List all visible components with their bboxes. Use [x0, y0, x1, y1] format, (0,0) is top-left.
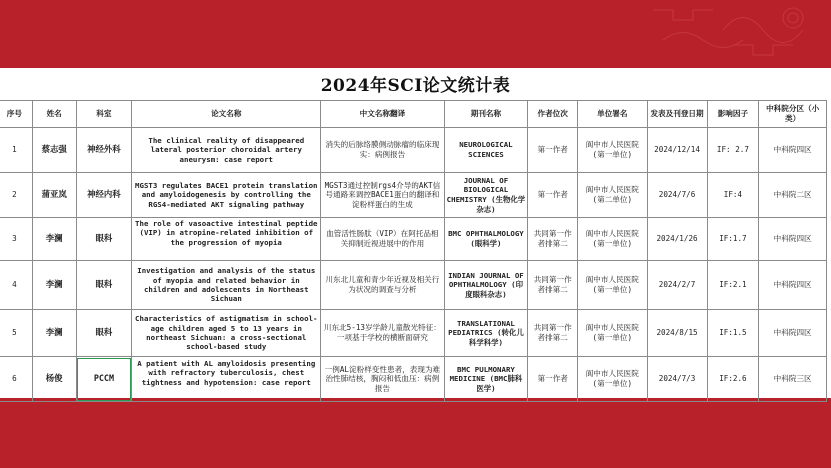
cell-author: 共同第一作者排第二 [528, 261, 578, 310]
table-row [0, 218, 827, 261]
cell-title: The clinical reality of disappeared lateral posterior choroidal artery aneurysm: case report [132, 128, 321, 173]
cell-unit: 阆中市人民医院(第一单位) [578, 357, 648, 402]
cell-journal: BMC OPHTHALMOLOGY (眼科学) [444, 218, 528, 261]
cell-cn-title: 川东北5-13岁学龄儿童散光特征：一项基于学校的横断面研究 [321, 310, 444, 357]
cell-title: MGST3 regulates BACE1 protein translation and amyloidogenesis by controlling the RGS4-mediated AKT signaling pathway [132, 173, 321, 218]
cell-unit: 阆中市人民医院(第一单位) [578, 218, 648, 261]
cell-zone: 中科院四区 [759, 218, 827, 261]
cell-unit: 阆中市人民医院(第二单位) [578, 173, 648, 218]
cell-if: IF: 2.7 [707, 128, 759, 173]
header-cell-title: 论文名称 [132, 101, 321, 128]
cell-unit: 阆中市人民医院(第一单位) [578, 310, 648, 357]
cell-date: 2024/8/15 [647, 310, 707, 357]
cell-author: 第一作者 [528, 128, 578, 173]
cell-journal: JOURNAL OF BIOLOGICAL CHEMISTRY (生物化学杂志) [444, 173, 528, 218]
table-row [0, 173, 827, 218]
cell-dept-selected[interactable]: PCCM [76, 357, 132, 402]
header-cell-if: 影响因子 [707, 101, 759, 128]
header-cell-name: 姓名 [32, 101, 76, 128]
cell-name: 李澜 [32, 261, 76, 310]
cell-title [132, 357, 321, 402]
cell-title-text: The role of vasoactive intestinal peptide (VIP) in atropine-related inhibition of the progression of myopia [135, 219, 318, 247]
cell-date: 2024/7/6 [647, 173, 707, 218]
header-cell-unit: 单位署名 [578, 101, 648, 128]
cell-dept: 神经外科 [76, 128, 132, 173]
header-cell-zone: 中科院分区（小类） [759, 101, 827, 128]
cell-if: IF:4 [707, 173, 759, 218]
decorative-pattern [643, 0, 823, 62]
cell-zone: 中科院四区 [759, 128, 827, 173]
cell-if: IF:1.5 [707, 310, 759, 357]
cell-journal: INDIAN JOURNAL OF OPHTHALMOLOGY (印度眼科杂志) [444, 261, 528, 310]
cell-date: 2024/7/3 [647, 357, 707, 402]
cell-zone: 中科院四区 [759, 261, 827, 310]
cell-author: 第一作者 [528, 357, 578, 402]
cell-cn-title: MGST3通过控制rgs4介导的AKT信号通路来调控BACE1蛋白的翻译和淀粉样蛋白的生成 [321, 173, 444, 218]
cell-if: IF:2.1 [707, 261, 759, 310]
cell-author: 共同第一作者排第二 [528, 218, 578, 261]
cell-title: Investigation and analysis of the status of myopia and related behavior in children and adolescents in Northeast Sichuan [132, 261, 321, 310]
sci-papers-table [0, 100, 827, 402]
cell-title [132, 218, 321, 261]
table-row [0, 357, 827, 402]
cell-no: 6 [0, 357, 32, 402]
cell-date: 2024/1/26 [647, 218, 707, 261]
cell-name: 李澜 [32, 218, 76, 261]
cell-dept: 神经内科 [76, 173, 132, 218]
table-row [0, 261, 827, 310]
cell-dept: 眼科 [76, 218, 132, 261]
header-cell-no: 序号 [0, 101, 32, 128]
cell-name: 蒲亚岚 [32, 173, 76, 218]
document-title: 2024年SCI论文统计表 [320, 76, 511, 96]
cell-title: Characteristics of astigmatism in school-age children aged 5 to 13 years in northeast Sichuan: a cross-sectional school-based study [132, 310, 321, 357]
cell-name: 蔡志强 [32, 128, 76, 173]
cell-cn-title: 血管活性肠肽（VIP）在阿托品相关抑制近视进展中的作用 [321, 218, 444, 261]
cell-title-text: A patient with AL amyloidosis presenting with refractory tuberculosis, chest tightness and hypotension: case report [137, 359, 316, 387]
table-row [0, 310, 827, 357]
cell-name: 李澜 [32, 310, 76, 357]
cell-cn-title: 一例AL淀粉样变性患者，表现为难治性肺结核，胸闷和低血压：病例报告 [321, 357, 444, 402]
cell-journal: TRANSLATIONAL PEDIATRICS (转化儿科学科学) [444, 310, 528, 357]
cell-cn-title: 消失的后脉络膜侧动脉瘤的临床现实：病例报告 [321, 128, 444, 173]
cell-no: 5 [0, 310, 32, 357]
cell-unit: 阆中市人民医院(第一单位) [578, 128, 648, 173]
cell-zone: 中科院二区 [759, 173, 827, 218]
cell-journal: NEUROLOGICAL SCIENCES [444, 128, 528, 173]
header-cell-dept: 科室 [76, 101, 132, 128]
cell-if: IF:1.7 [707, 218, 759, 261]
header-cell-cn: 中文名称翻译 [321, 101, 444, 128]
cell-if: IF:2.6 [707, 357, 759, 402]
cell-dept: 眼科 [76, 261, 132, 310]
cell-name: 杨俊 [32, 357, 76, 402]
cell-zone: 中科院四区 [759, 310, 827, 357]
cell-author: 共同第一作者排第二 [528, 310, 578, 357]
table-header-row [0, 101, 827, 128]
header-cell-author: 作者位次 [528, 101, 578, 128]
cell-cn-title: 川东北儿童和青少年近视及相关行为状况的调查与分析 [321, 261, 444, 310]
cell-dept: 眼科 [76, 310, 132, 357]
cell-journal: BMC PULMONARY MEDICINE (BMC肺科医学) [444, 357, 528, 402]
header-cell-date: 发表及刊登日期 [647, 101, 707, 128]
cell-unit: 阆中市人民医院(第一单位) [578, 261, 648, 310]
cell-no: 4 [0, 261, 32, 310]
cell-no: 2 [0, 173, 32, 218]
table-row [0, 128, 827, 173]
cell-date: 2024/12/14 [647, 128, 707, 173]
cell-zone: 中科院三区 [759, 357, 827, 402]
cell-date: 2024/2/7 [647, 261, 707, 310]
cell-author: 第一作者 [528, 173, 578, 218]
cell-no: 1 [0, 128, 32, 173]
cell-no: 3 [0, 218, 32, 261]
header-cell-journal: 期刊名称 [444, 101, 528, 128]
